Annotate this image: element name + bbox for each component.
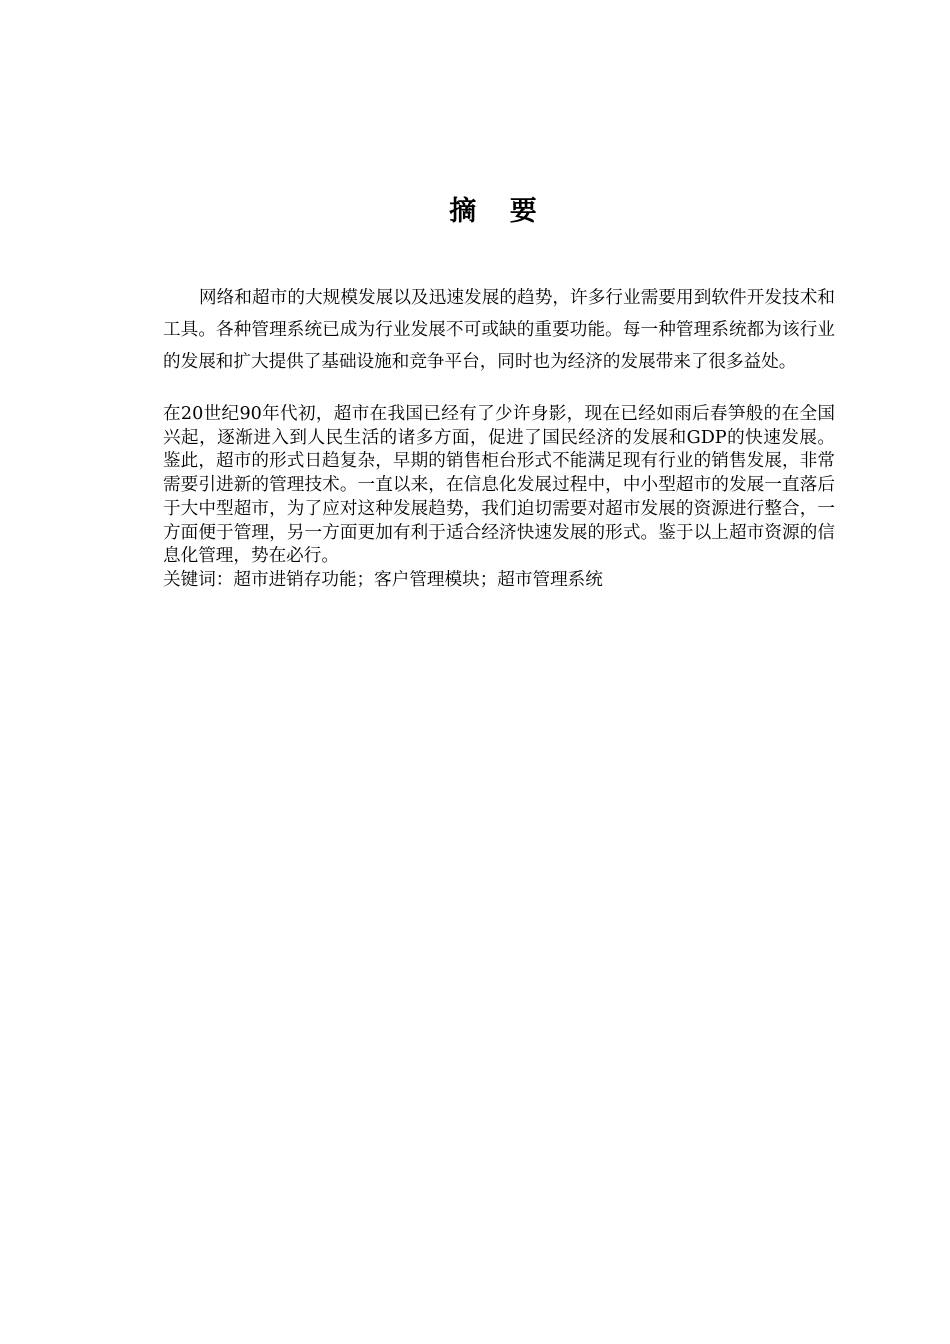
- keywords-label: 关键词：: [163, 570, 234, 590]
- keywords-text: 超市进销存功能；客户管理模块；超市管理系统: [233, 570, 603, 590]
- abstract-title: 摘 要: [449, 196, 549, 227]
- abstract-paragraph-1: 网络和超市的大规模发展以及迅速发展的趋势，许多行业需要用到软件开发技术和工具。各种管理系统已成为行业发展不可或缺的重要功能。每一种管理系统都为该行业的发展和扩大提供了基础设施和竞争平台，同时也为经济的发展带来了很多益处。: [163, 288, 835, 372]
- abstract-paragraph-2: 在20世纪90年代初，超市在我国已经有了少许身影，现在已经如雨后春笋般的在全国兴起，逐渐进入到人民生活的诸多方面，促进了国民经济的发展和GDP的快速发展。鉴此，超市的形式日趋复杂，早期的销售柜台形式不能满足现有行业的销售发展，非常需要引进新的管理技术。一直以来，在信息化发展过程中，中小型超市的发展一直落后于大中型超市，为了应对这种发展趋势，我们迫切需要对超市发展的资源进行整合，一方面便于管理，另一方面更加有利于适合经济快速发展的形式。鉴于以上超市资源的信息化管理，势在必行。: [163, 404, 835, 567]
- keywords-line: [163, 568, 835, 592]
